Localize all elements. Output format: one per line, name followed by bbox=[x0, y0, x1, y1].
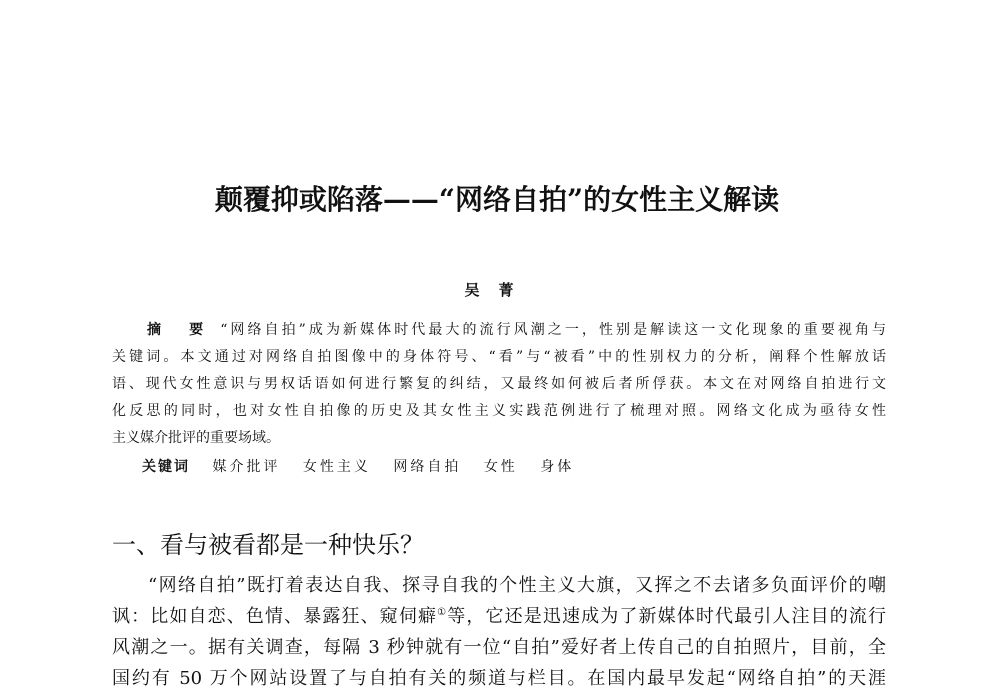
body-line: “网络自拍”既打着表达自我、探寻自我的个性主义大旗，又挥之不去诸多负面评价的嘲 bbox=[148, 575, 886, 596]
body-line: 风潮之一。据有关调查，每隔 3 秒钟就有一位“自拍”爱好者上传自己的自拍照片，目前，全 bbox=[112, 637, 886, 658]
abstract-block bbox=[112, 317, 886, 452]
keyword-item: 媒介批评 bbox=[212, 459, 281, 475]
keyword-item: 女性主义 bbox=[302, 459, 371, 475]
body-line-text: 等，它还是迅速成为了新媒体时代最引人注目的流行 bbox=[447, 606, 886, 627]
body-paragraph bbox=[112, 570, 886, 694]
body-line-text: 讽：比如自恋、色情、暴露狂、窥伺癖 bbox=[112, 606, 438, 627]
abstract-line bbox=[112, 317, 886, 344]
keyword-item: 女性 bbox=[483, 459, 518, 475]
author-name: 吴 菁 bbox=[464, 281, 516, 299]
abstract-line: 化反思的同时，也对女性自拍像的历史及其女性主义实践范例进行了梳理对照。网络文化成为亟待女性 bbox=[112, 403, 886, 419]
abstract-text: “网络自拍”成为新媒体时代最大的流行风潮之一，性别是解读这一文化现象的重要视角与 bbox=[220, 322, 886, 338]
abstract-label: 摘 要 bbox=[147, 322, 211, 338]
abstract-line: 主义媒介批评的重要场域。 bbox=[112, 430, 280, 446]
keyword-item: 网络自拍 bbox=[393, 459, 462, 475]
body-line bbox=[112, 601, 886, 632]
footnote-marker: ① bbox=[437, 607, 448, 618]
keywords-line bbox=[142, 454, 574, 481]
keyword-item: 身体 bbox=[540, 459, 575, 475]
body-line: 国约有 50 万个网站设置了与自拍有关的频道与栏目。在国内最早发起“网络自拍”的天涯 bbox=[112, 668, 886, 689]
keywords-label: 关键词 bbox=[142, 459, 190, 475]
abstract-line: 关键词。本文通过对网络自拍图像中的身体符号、“看”与“被看”中的性别权力的分析，阐释个性解放话 bbox=[112, 349, 886, 365]
article-title: 颠覆抑或陷落——“网络自拍”的女性主义解读 bbox=[214, 183, 780, 216]
abstract-line: 语、现代女性意识与男权话语如何进行繁复的纠结，又最终如何被后者所俘获。本文在对网络自拍进行文 bbox=[112, 376, 886, 392]
section-heading: 一、看与被看都是一种快乐？ bbox=[112, 531, 424, 559]
